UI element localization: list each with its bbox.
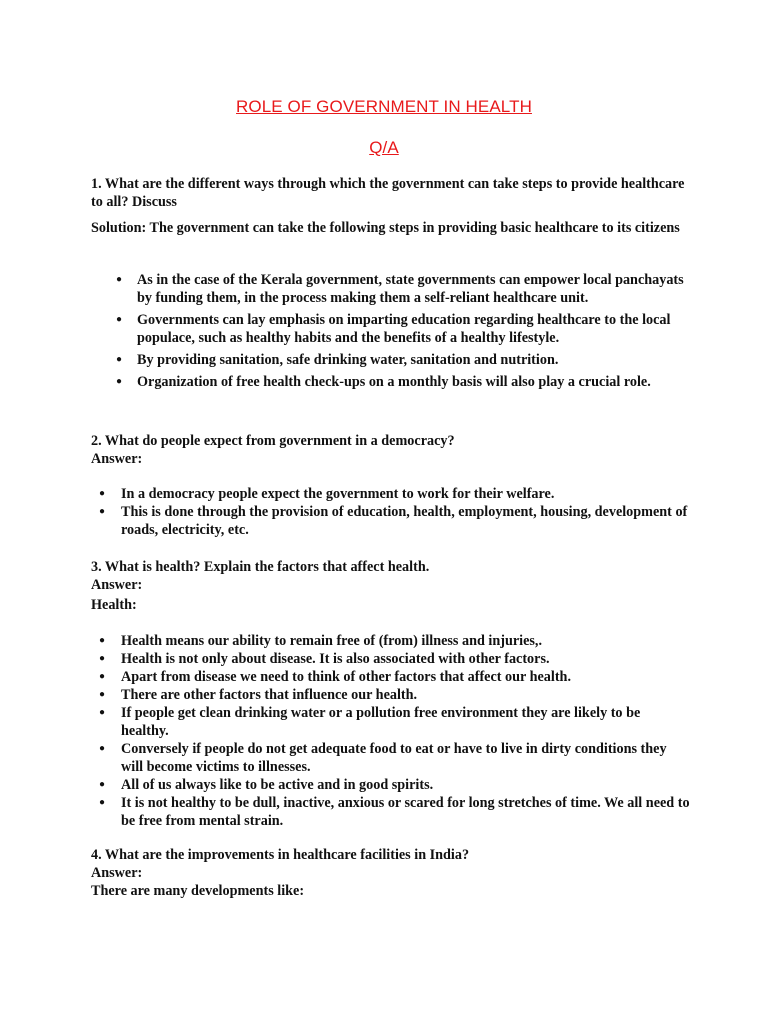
question-3: 3. What is health? Explain the factors that affect health. bbox=[91, 559, 430, 575]
answer-2-list bbox=[99, 485, 691, 539]
list-item: ● If people get clean drinking water or a pollution free environment they are likely to be healthy. bbox=[99, 705, 641, 739]
list-item: ● All of us always like to be active and in good spirits. bbox=[99, 777, 434, 793]
solution-list bbox=[116, 271, 697, 395]
list-item: ● By providing sanitation, safe drinking water, sanitation and nutrition. bbox=[116, 352, 559, 368]
bullet-icon: ● bbox=[99, 797, 106, 808]
bullet-icon: ● bbox=[116, 274, 123, 285]
solution-intro: Solution: The government can take the following steps in providing basic healthcare to its citizens bbox=[91, 220, 680, 236]
list-item: ● In a democracy people expect the government to work for their welfare. bbox=[99, 486, 555, 502]
bullet-icon: ● bbox=[99, 506, 106, 517]
list-item: ● Organization of free health check-ups on a monthly basis will also play a crucial role. bbox=[116, 374, 651, 390]
bullet-icon: ● bbox=[99, 707, 106, 718]
list-item: ● Conversely if people do not get adequate food to eat or have to live in dirty conditions they will become victims to illnesses. bbox=[99, 741, 667, 775]
bullet-icon: ● bbox=[116, 376, 123, 387]
developments-intro: There are many developments like: bbox=[91, 883, 305, 899]
question-4: 4. What are the improvements in healthcare facilities in India? bbox=[91, 847, 470, 863]
bullet-icon: ● bbox=[99, 671, 106, 682]
list-item: ● Governments can lay emphasis on imparting education regarding healthcare to the local populace, such as healthy habits and the benefits of a healthy lifestyle. bbox=[116, 312, 671, 346]
answer-label: Answer: bbox=[91, 577, 143, 593]
list-item: ● As in the case of the Kerala government, state governments can empower local panchayats by funding them, in the process making them a self-reliant healthcare unit. bbox=[116, 272, 684, 306]
question-2: 2. What do people expect from government in a democracy? bbox=[91, 433, 455, 449]
answer-label: Answer: bbox=[91, 865, 143, 881]
list-item: ● Apart from disease we need to think of other factors that affect our health. bbox=[99, 669, 571, 685]
bullet-icon: ● bbox=[116, 354, 123, 365]
list-item: ● There are other factors that influence our health. bbox=[99, 687, 418, 703]
bullet-icon: ● bbox=[99, 653, 106, 664]
bullet-icon: ● bbox=[99, 779, 106, 790]
document-subtitle: Q/A bbox=[369, 138, 399, 157]
bullet-icon: ● bbox=[116, 314, 123, 325]
list-item: ● It is not healthy to be dull, inactive, anxious or scared for long stretches of time. We all need to be free from mental strain. bbox=[99, 795, 690, 829]
question-1: 1. What are the different ways through which the government can take steps to provide healthcare to all? Discuss bbox=[91, 176, 685, 210]
list-item: ● Health means our ability to remain free of (from) illness and injuries,. bbox=[99, 633, 543, 649]
health-label: Health: bbox=[91, 597, 137, 613]
bullet-icon: ● bbox=[99, 635, 106, 646]
answer-3-list bbox=[99, 632, 691, 830]
bullet-icon: ● bbox=[99, 488, 106, 499]
list-item: ● Health is not only about disease. It is also associated with other factors. bbox=[99, 651, 550, 667]
list-item: ● This is done through the provision of education, health, employment, housing, development of roads, electricity, etc. bbox=[99, 504, 688, 538]
answer-label: Answer: bbox=[91, 451, 143, 467]
bullet-icon: ● bbox=[99, 689, 106, 700]
bullet-icon: ● bbox=[99, 743, 106, 754]
document-title: ROLE OF GOVERNMENT IN HEALTH bbox=[236, 97, 532, 116]
